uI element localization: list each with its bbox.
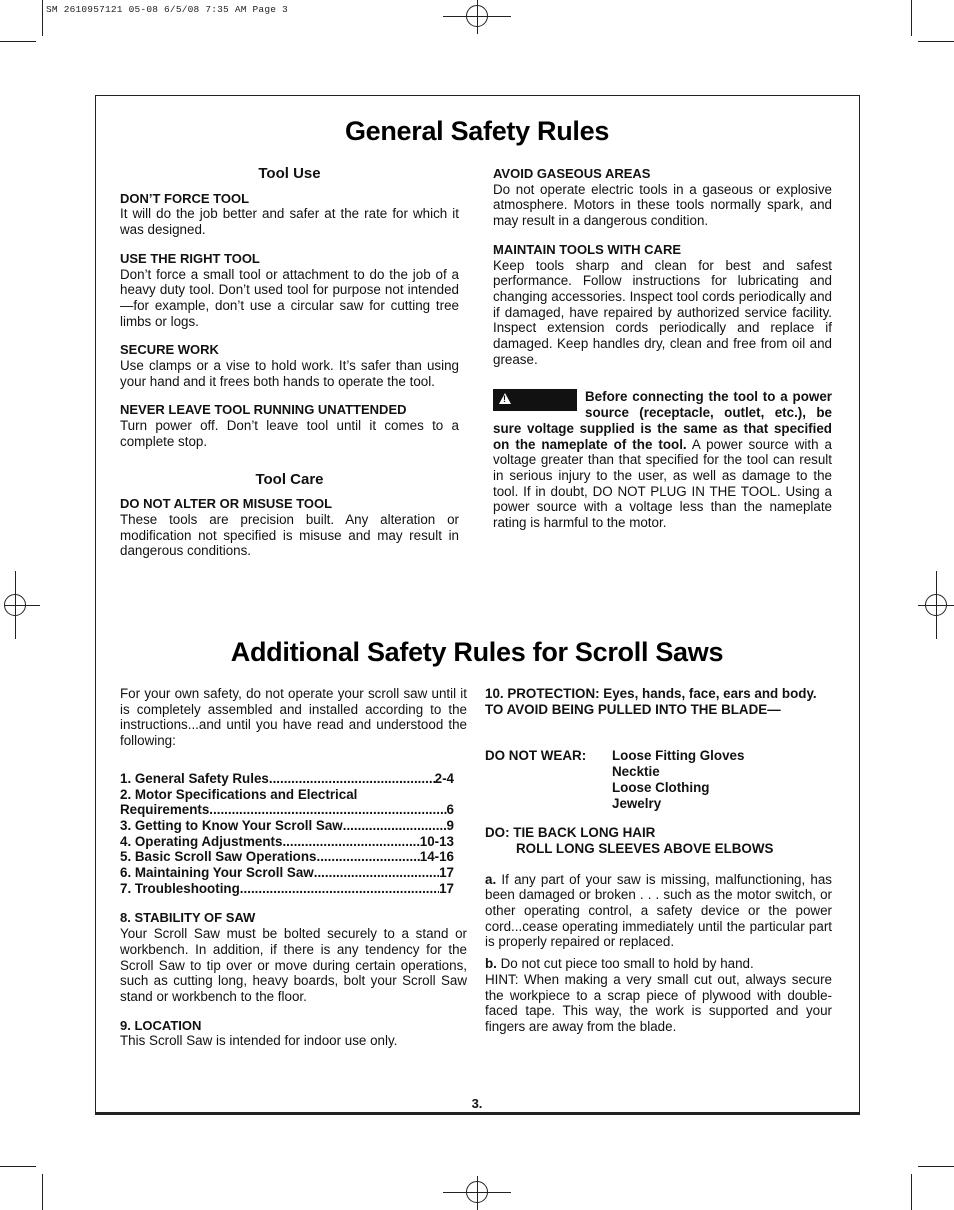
list-item: Necktie xyxy=(612,764,660,780)
do-not-wear-label: DO NOT WEAR: xyxy=(485,748,587,764)
warning-label: WARNING xyxy=(499,412,556,425)
location-heading: 9. LOCATION xyxy=(120,1017,202,1033)
do-not-wear-list xyxy=(485,748,832,811)
crop-mark xyxy=(0,41,36,42)
warning-text: A power source with a voltage greater than that specified for the tool can result in serious injury to the user, as well as damage to the tool. If in doubt, DO NOT PLUG IN THE TOOL. Using a power source with a voltage less than the nameplate rating is harmful to the motor. xyxy=(493,436,832,531)
item-a: a. If any part of your saw is missing, malfunctioning, has been damaged or broken . . . such as the motor switch, or other operating control, a safety device or the power cord...cease operating immediately until the particular part is properly repaired or replaced. xyxy=(485,871,832,950)
rule-body: It will do the job better and safer at the rate for which it was designed. xyxy=(120,206,459,238)
rule-heading: MAINTAIN TOOLS WITH CARE xyxy=(493,241,682,257)
do-line-1: DO: TIE BACK LONG HAIR xyxy=(485,825,656,841)
list-item: Jewelry xyxy=(612,795,662,811)
toc-entry: 4. Operating Adjustments ..... 10-13 xyxy=(120,834,467,850)
power-warning xyxy=(493,389,832,530)
contents-list xyxy=(120,771,467,897)
rule-body: These tools are precision built. Any alteration or modification not specified is misuse and may result in dangerous conditions. xyxy=(120,511,459,559)
general-right-column xyxy=(493,166,832,544)
rule-heading: DON’T FORCE TOOL xyxy=(120,190,250,206)
toc-entry: 3. Getting to Know Your Scroll Saw ..... 9 xyxy=(120,818,467,834)
rule-body: Do not operate electric tools in a gaseous or explosive atmosphere. Motors in these tools normally spark, and may result in a dangerous condition. xyxy=(493,181,832,229)
hint-text: HINT: When making a very small cut out, always secure the workpiece to a scrap piece of plywood with double-faced tape. This way, the work is supported and your fingers are away from the blade. xyxy=(485,971,832,1034)
warning-bold-text: Before connecting the tool to a power source (receptacle, outlet, etc.), be sure voltage supplied is the same as that specified on the nameplate of the tool. xyxy=(493,389,832,452)
registration-circle xyxy=(466,1181,488,1203)
warning-triangle-icon xyxy=(499,393,511,404)
registration-circle xyxy=(466,5,488,27)
rule-heading: NEVER LEAVE TOOL RUNNING UNATTENDED xyxy=(120,402,407,418)
rule-heading: DO NOT ALTER OR MISUSE TOOL xyxy=(120,496,333,512)
registration-circle xyxy=(925,594,947,616)
stability-section xyxy=(120,910,467,1004)
toc-entry: 1. General Safety Rules ..... 2-4 xyxy=(120,771,467,787)
rule-body: Use clamps or a vise to hold work. It’s safer than using your hand and it frees both hands to operate the tool. xyxy=(120,358,459,389)
print-slug: SM 2610957121 05-08 6/5/08 7:35 AM Page 3 xyxy=(46,4,288,15)
list-item: Loose Fitting Gloves xyxy=(612,748,745,764)
stability-heading: 8. STABILITY OF SAW xyxy=(120,910,256,926)
rule-heading: AVOID GASEOUS AREAS xyxy=(493,166,651,181)
do-line-2: ROLL LONG SLEEVES ABOVE ELBOWS xyxy=(516,840,774,856)
location-section xyxy=(120,1018,467,1049)
protection-text: 10. PROTECTION: Eyes, hands, face, ears and body. xyxy=(485,686,817,701)
page-number: 3. xyxy=(471,1096,483,1111)
rule-heading: SECURE WORK xyxy=(120,342,219,358)
stability-body: Your Scroll Saw must be bolted securely to a stand or workbench. In addition, if there is any tendency for the Scroll Saw to tip over or move during certain operations, such as cutting long, heavy boards, bolt your Scroll Saw stand or workbench to the floor. xyxy=(120,926,467,1004)
additional-left-column xyxy=(120,686,467,1062)
crop-mark xyxy=(918,41,954,42)
rule-secure-work xyxy=(120,342,459,389)
toc-entry: 6. Maintaining Your Scroll Saw ..... 17 xyxy=(120,865,467,881)
tool-use-column xyxy=(120,166,459,572)
toc-entry: 2. Motor Specifications and Electrical xyxy=(120,786,358,802)
list-item: Loose Clothing xyxy=(612,779,710,795)
rule-heading: USE THE RIGHT TOOL xyxy=(120,250,260,266)
warning-badge xyxy=(493,389,577,425)
rule-body: Don’t force a small tool or attachment to do the job of a heavy duty tool. Don’t used tool for purpose not intended—for example, don’t use a circular saw for cutting tree limbs or logs. xyxy=(120,266,459,329)
tool-use-heading: Tool Use xyxy=(258,165,321,182)
additional-right-column xyxy=(485,686,832,1035)
toc-entry: 7. Troubleshooting ..... 17 xyxy=(120,881,467,897)
rule-dont-force-tool xyxy=(120,191,459,238)
page-frame-bottom-rule xyxy=(95,1112,860,1115)
toc-entry: Requirements ..... 6 xyxy=(120,802,467,818)
crop-mark xyxy=(918,1166,954,1167)
rule-avoid-gaseous xyxy=(493,166,832,229)
crop-mark xyxy=(0,1166,36,1167)
additional-safety-title: Additional Safety Rules for Scroll Saws xyxy=(230,637,724,667)
tool-care-heading: Tool Care xyxy=(255,470,324,488)
crop-mark xyxy=(42,0,43,36)
do-section xyxy=(485,825,832,856)
rule-never-leave-tool xyxy=(120,402,459,449)
location-body: This Scroll Saw is intended for indoor use only. xyxy=(120,1033,398,1049)
crop-mark xyxy=(911,1174,912,1210)
item-b: b. Do not cut piece too small to hold by hand. xyxy=(485,956,754,972)
crop-mark xyxy=(911,0,912,36)
toc-entry: 5. Basic Scroll Saw Operations ..... 14-16 xyxy=(120,849,467,865)
rule-maintain-tools xyxy=(493,242,832,368)
registration-circle xyxy=(4,594,26,616)
avoid-blade-text: TO AVOID BEING PULLED INTO THE BLADE— xyxy=(485,701,781,717)
rule-do-not-alter xyxy=(120,496,459,559)
rule-body: Keep tools sharp and clean for best and safest performance. Follow instructions for lubricating and changing accessories. Inspect tool cords periodically and if damaged, have repaired by authorized service facility. Inspect extension cords periodically and replace if damaged. Keep handles dry, clean and free from oil and grease. xyxy=(493,257,832,367)
rule-body: Turn power off. Don’t leave tool until it comes to a complete stop. xyxy=(120,418,459,449)
rule-use-right-tool xyxy=(120,251,459,330)
intro-text: For your own safety, do not operate your scroll saw until it is completely assembled and installed according to the instructions...and until you have read and understood the following: xyxy=(120,686,467,749)
general-safety-title: General Safety Rules xyxy=(344,116,610,146)
crop-mark xyxy=(42,1174,43,1210)
